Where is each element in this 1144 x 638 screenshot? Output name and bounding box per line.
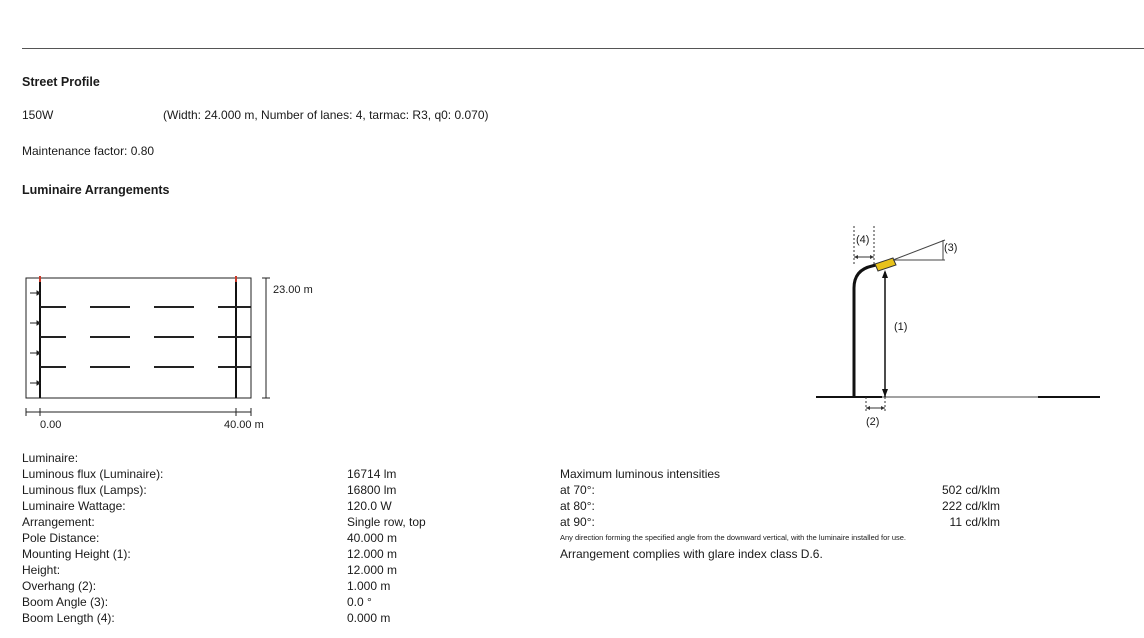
intensity-note: Any direction forming the specified angle from the downward vertical, with the luminaire installed for use.: [560, 533, 907, 542]
luminaire-arrangements-heading: Luminaire Arrangements: [22, 183, 170, 197]
spec-value: 40.000 m: [347, 531, 398, 545]
plan-x-end-label: 40.00 m: [224, 419, 264, 431]
intensity-value: 222 cd/klm: [941, 499, 1000, 513]
direction-arrows: [30, 291, 40, 385]
intensities-title: Maximum luminous intensities: [560, 467, 721, 481]
street-profile-details: (Width: 24.000 m, Number of lanes: 4, tarmac: R3, q0: 0.070): [163, 108, 489, 122]
maintenance-factor: Maintenance factor: 0.80: [22, 144, 155, 158]
spec-label: Luminous flux (Luminaire):: [22, 467, 164, 481]
spec-label: Height:: [22, 563, 61, 577]
luminaire-marker-right: [235, 276, 237, 282]
spec-value: Single row, top: [347, 515, 426, 529]
plan-x-start-label: 0.00: [40, 419, 62, 431]
elevation-label-1: (1): [894, 321, 908, 333]
spec-value: 0.000 m: [347, 611, 391, 625]
plan-view-diagram: [0, 240, 330, 440]
intensity-label: at 70°:: [560, 483, 595, 497]
intensity-value: 11 cd/klm: [949, 515, 1000, 529]
spec-label: Luminaire Wattage:: [22, 499, 126, 513]
spec-value: 12.000 m: [347, 547, 398, 561]
spec-label: Boom Length (4):: [22, 611, 115, 625]
elevation-label-2: (2): [866, 416, 880, 428]
pole: [854, 264, 880, 397]
street-profile-heading: Street Profile: [22, 75, 100, 89]
spec-label: Overhang (2):: [22, 579, 97, 593]
intensity-label: at 90°:: [560, 515, 595, 529]
luminaire-title: Luminaire:: [22, 451, 79, 465]
luminaire: [875, 258, 896, 271]
spec-label: Luminous flux (Lamps):: [22, 483, 147, 497]
spec-label: Pole Distance:: [22, 531, 100, 545]
spec-value: 16800 lm: [347, 483, 397, 497]
top-divider: [22, 48, 1144, 49]
elevation-label-3: (3): [944, 242, 958, 254]
spec-value: 1.000 m: [347, 579, 391, 593]
elevation-label-4: (4): [856, 234, 870, 246]
spec-label: Boom Angle (3):: [22, 595, 109, 609]
spec-label: Arrangement:: [22, 515, 95, 529]
spec-value: 0.0 °: [347, 595, 372, 609]
spec-label: Mounting Height (1):: [22, 547, 131, 561]
spec-value: 120.0 W: [347, 499, 392, 513]
lane-markings: [40, 307, 251, 367]
elevation-view-diagram: [810, 220, 1110, 420]
intensity-value: 502 cd/klm: [941, 483, 1000, 497]
spec-value: 16714 lm: [347, 467, 397, 481]
plan-height-label: 23.00 m: [273, 284, 313, 296]
street-profile-name: 150W: [22, 108, 54, 122]
luminaire-marker-left: [39, 276, 41, 282]
glare-compliance: Arrangement complies with glare index class D.6.: [560, 547, 823, 561]
spec-value: 12.000 m: [347, 563, 398, 577]
intensity-label: at 80°:: [560, 499, 595, 513]
